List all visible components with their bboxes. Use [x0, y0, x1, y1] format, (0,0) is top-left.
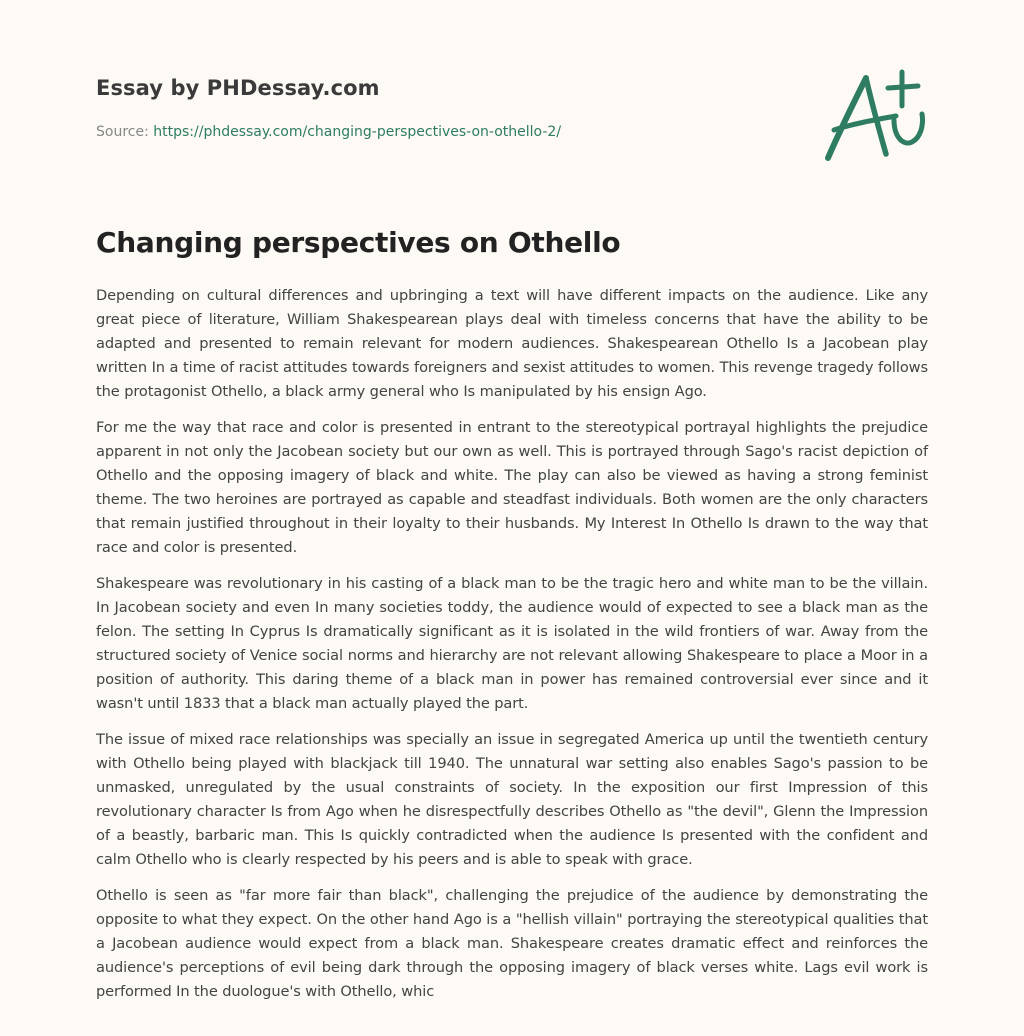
essay-paragraph: The issue of mixed race relationships was specially an issue in segregated America up until the twentieth century with Othello being played with blackjack till 1940. The unnatural war setting also enables Sago's passion to be unmasked, unregulated by the usual constraints of society. In the exposition our first Impression of this revolutionary character Is from Ago when he disrespectfully describes Othello as "the devil", Glenn the Impression of a beastly, barbaric man. This Is quickly contradicted when the audience Is presented with the confident and calm Othello who is clearly respected by his peers and is able to speak with grace. — [96, 731, 928, 868]
source-line — [96, 124, 561, 140]
source-label: Source: — [96, 124, 154, 140]
essay-body — [96, 284, 928, 1016]
essay-paragraph: Shakespeare was revolutionary in his casting of a black man to be the tragic hero and white man to be the villain. In Jacobean society and even In many societies toddy, the audience would of expected to see a black man as the felon. The setting In Cyprus Is dramatically significant as it is isolated in the wild frontiers of war. Away from the structured society of Venice social norms and hierarchy are not relevant allowing Shakespeare to place a Moor in a position of authority. This daring theme of a black man in power has remained controversial ever since and it wasn't until 1833 that a black man actually played the part. — [96, 575, 928, 712]
essay-paragraph: Depending on cultural differences and upbringing a text will have different impacts on the audience. Like any great piece of literature, William Shakespearean plays deal with timeless concerns that have the ability to be adapted and presented to remain relevant for modern audiences. Shakespearean Othello Is a Jacobean play written In a time of racist attitudes towards foreigners and sexist attitudes to women. This revenge tragedy follows the protagonist Othello, a black army general who Is manipulated by his ensign Ago. — [96, 287, 928, 400]
essay-paragraph: For me the way that race and color is presented in entrant to the stereotypical portrayal highlights the prejudice apparent in not only the Jacobean society but our own as well. This is portrayed through Sago's racist depiction of Othello and the opposing imagery of black and white. The play can also be viewed as having a strong feminist theme. The two heroines are portrayed as capable and steadfast individuals. Both women are the only characters that remain justified throughout in their loyalty to their husbands. My Interest In Othello Is drawn to the way that race and color is presented. — [96, 419, 928, 556]
brand-title: Essay by PHDessay.com — [96, 76, 380, 100]
source-link[interactable]: https://phdessay.com/changing-perspectives-on-othello-2/ — [153, 124, 562, 140]
essay-paragraph: Othello is seen as "far more fair than black", challenging the prejudice of the audience by demonstrating the opposite to what they expect. On the other hand Ago is a "hellish villain" portraying the stereotypical qualities that a Jacobean audience would expect from a black man. Shakespeare creates dramatic effect and reinforces the audience's perceptions of evil being dark through the opposing imagery of black verses white. Lags evil work is performed In the duologue's with Othello, whic — [96, 887, 928, 1000]
a-plus-logo-icon — [818, 64, 936, 168]
essay-title: Changing perspectives on Othello — [96, 226, 621, 259]
